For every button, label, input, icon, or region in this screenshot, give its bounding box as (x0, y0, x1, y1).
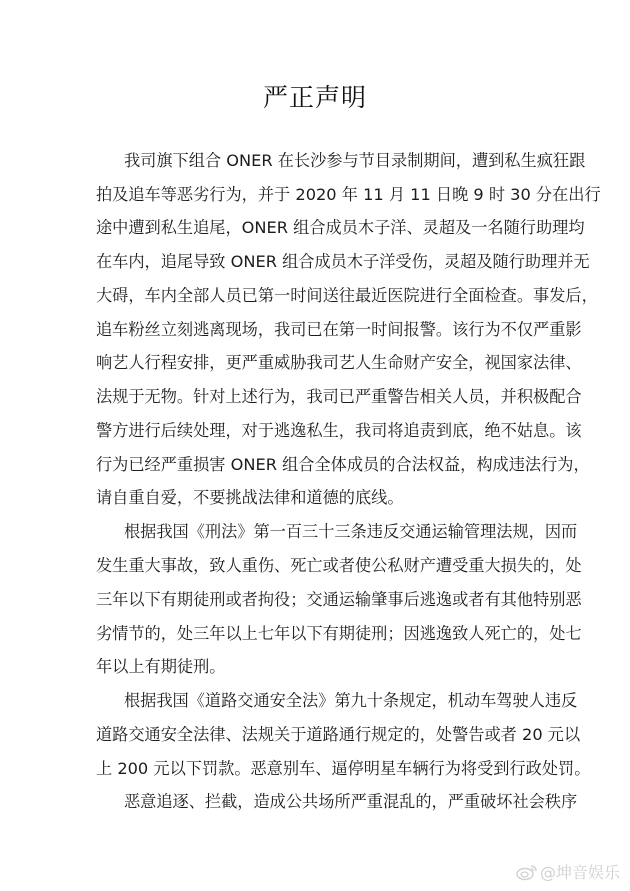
watermark (516, 860, 620, 883)
watermark-text: @坤音娱乐 (539, 863, 620, 882)
page-title: 严正声明 (262, 83, 367, 112)
body-line: 拍及追车等恶劣行为，并于 2020 年 11 月 11 日晚 9 时 30 分在出行 (96, 185, 601, 204)
body-line: 行为已经严重损害 ONER 组合全体成员的合法权益，构成违法行为， (96, 455, 590, 474)
body-line: 道路交通安全法律、法规关于道路通行规定的，处警告或者 20 元以 (96, 725, 581, 744)
body-line: 劣情节的，处三年以上七年以下有期徒刑；因逃逸致人死亡的，处七 (96, 624, 582, 643)
body-line: 发生重大事故，致人重伤、死亡或者使公私财产遭受重大损失的，处 (96, 556, 582, 575)
body-line: 三年以下有期徒刑或者拘役；交通运输肇事后逃逸或者有其他特别恶 (96, 590, 582, 609)
body-line: 根据我国《刑法》第一百三十三条违反交通运输管理法规，因而 (124, 522, 578, 541)
body-line: 响艺人行程安排，更严重威胁我司艺人生命财产安全，视国家法律、 (96, 353, 582, 372)
body-line: 我司旗下组合 ONER 在长沙参与节目录制期间，遭到私生疯狂跟 (124, 151, 586, 170)
body-line: 上 200 元以下罚款。恶意别车、逼停明星车辆行为将受到行政处罚。 (96, 759, 591, 778)
body-line: 在车内，追尾导致 ONER 组合成员木子洋受伤，灵超及随行助理并无 (96, 252, 590, 271)
body-line: 大碍，车内全部人员已第一时间送往最近医院进行全面检查。事发后， (96, 286, 598, 305)
body-line: 途中遭到私生追尾，ONER 组合成员木子洋、灵超及一名随行助理均 (96, 218, 585, 237)
body-line: 追车粉丝立刻逃离现场，我司已在第一时间报警。该行为不仅严重影 (96, 320, 582, 339)
body-line: 恶意追逐、拦截，造成公共场所严重混乱的，严重破坏社会秩序 (124, 792, 578, 811)
body-line: 年以上有期徒刑。 (96, 657, 226, 676)
body-line: 根据我国《道路交通安全法》第九十条规定，机动车驾驶人违反 (124, 691, 578, 710)
body-line: 警方进行后续处理，对于逃逸私生，我司将追责到底，绝不姑息。该 (96, 421, 582, 440)
weibo-icon (516, 863, 538, 881)
body-line: 法规于无物。针对上述行为，我司已严重警告相关人员，并积极配合 (96, 387, 582, 406)
body-line: 请自重自爱，不要挑战法律和道德的底线。 (96, 488, 404, 507)
